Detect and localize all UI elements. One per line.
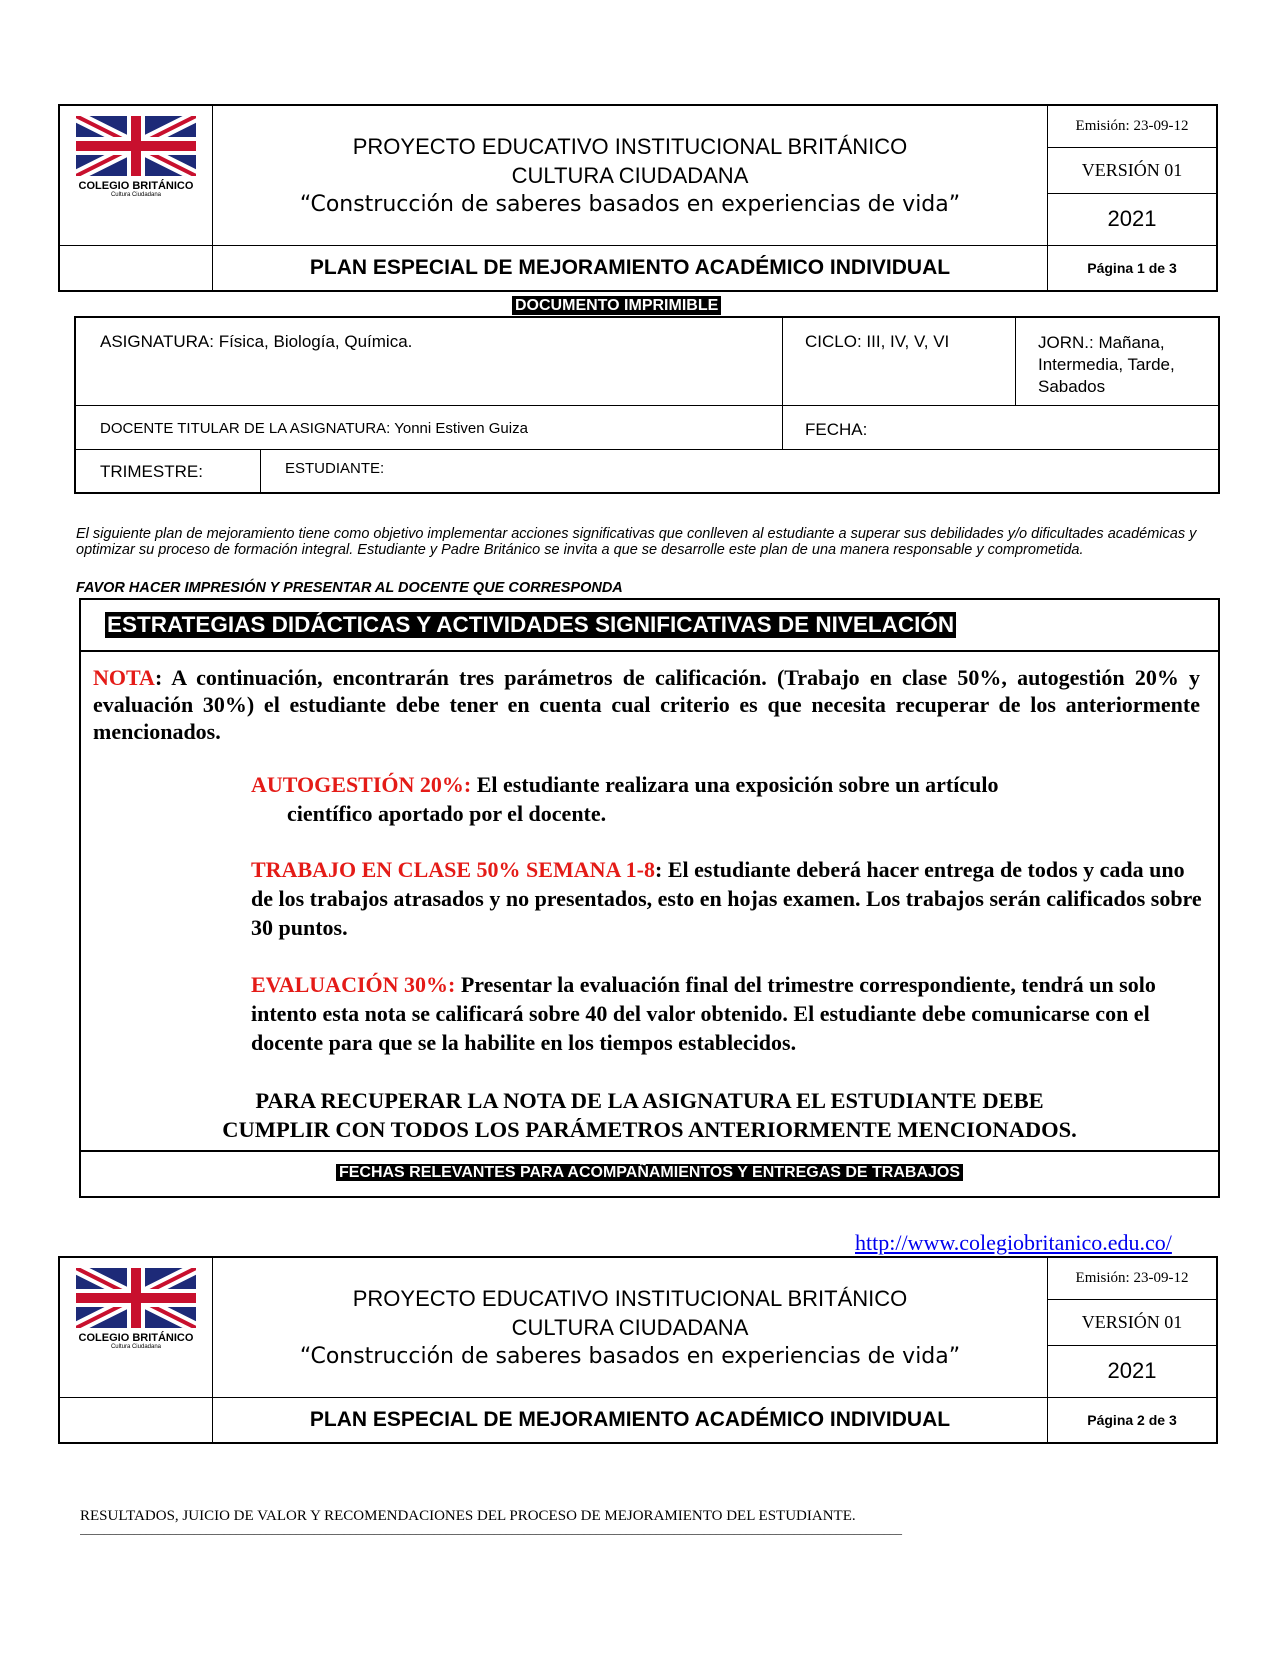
header-title	[213, 1257, 1048, 1397]
evaluacion-item: EVALUACIÓN 30%: Presentar la evaluación final del trimestre correspondiente, tendrá un solo intento esta nota se calificará sobre 40 del valor obtenido. El estudiante debe comunicarse con el docente para que se la habilite en los tiempos establecidos.	[251, 972, 1156, 1055]
results-heading: RESULTADOS, JUICIO DE VALOR Y RECOMENDACIONES DEL PROCESO DE MEJORAMIENTO DEL ESTUDIANTE.	[80, 1508, 856, 1524]
asignatura-field: ASIGNATURA: Física, Biología, Química.	[75, 317, 783, 405]
estudiante-field[interactable]: ESTUDIANTE:	[261, 449, 1220, 493]
page-number: Página 2 de 3	[1048, 1397, 1218, 1443]
jornada-field: JORN.: Mañana, Intermedia, Tarde, Sabados	[1016, 317, 1220, 405]
year: 2021	[1048, 193, 1218, 245]
header-title	[213, 105, 1048, 245]
version: VERSIÓN 01	[1048, 1299, 1218, 1345]
logo-cell	[59, 1257, 213, 1397]
results-line[interactable]: _________________________________________________________________________________________________________________________________________	[80, 1522, 902, 1536]
page-header-2	[58, 1256, 1218, 1444]
year: 2021	[1048, 1345, 1218, 1397]
ciclo-field: CICLO: III, IV, V, VI	[783, 317, 1016, 405]
intro-paragraph: El siguiente plan de mejoramiento tiene como objetivo implementar acciones significativas que conlleven al estudiante a superar sus debilidades y/o dificultades académicas y optimizar su proceso de formación integral. Estudiante y Padre Británico se invita a que se desarrolle este plan de una manera responsable y comprometida.	[76, 526, 1197, 558]
strategies-title: ESTRATEGIAS DIDÁCTICAS Y ACTIVIDADES SIGNIFICATIVAS DE NIVELACIÓN	[107, 612, 955, 637]
title-line-3: “Construcción de saberes basados en experiencias de vida”	[299, 1343, 961, 1369]
fechas-title: FECHAS RELEVANTES PARA ACOMPAÑAMIENTOS Y ENTREGAS DE TRABAJOS	[336, 1164, 963, 1181]
logo-cell	[59, 105, 213, 245]
website-link[interactable]: http://www.colegiobritanico.edu.co/	[855, 1230, 1172, 1255]
title-line-2: CULTURA CIUDADANA	[511, 1314, 749, 1340]
version: VERSIÓN 01	[1048, 147, 1218, 193]
title-line-2: CULTURA CIUDADANA	[511, 162, 749, 188]
plan-title: PLAN ESPECIAL DE MEJORAMIENTO ACADÉMICO INDIVIDUAL	[213, 1397, 1048, 1443]
emision: Emisión: 23-09-12	[1048, 1257, 1218, 1299]
plan-title: PLAN ESPECIAL DE MEJORAMIENTO ACADÉMICO INDIVIDUAL	[213, 245, 1048, 291]
closing-statement: PARA RECUPERAR LA NOTA DE LA ASIGNATURA EL ESTUDIANTE DEBE CUMPLIR CON TODOS LOS PARÁMETROS ANTERIORMENTE MENCIONADOS.	[222, 1088, 1077, 1142]
title-line-1: PROYECTO EDUCATIVO INSTITUCIONAL BRITÁNICO	[352, 1285, 908, 1311]
uk-flag-icon	[76, 116, 196, 176]
print-instruction: FAVOR HACER IMPRESIÓN Y PRESENTAR AL DOCENTE QUE CORRESPONDA	[76, 580, 623, 596]
school-logo	[60, 116, 212, 199]
title-line-3: “Construcción de saberes basados en experiencias de vida”	[299, 191, 961, 217]
logo-subtext: Cultura Ciudadana	[110, 192, 162, 198]
logo-text: COLEGIO BRITÁNICO	[78, 1332, 194, 1344]
trabajo-item: TRABAJO EN CLASE 50% SEMANA 1-8: El estudiante deberá hacer entrega de todos y cada uno de los trabajos atrasados y no presentados, esto en hojas examen. Los trabajos serán calificados sobre 30 puntos.	[251, 857, 1202, 940]
nota-paragraph: NOTA: A continuación, encontrarán tres parámetros de calificación. (Trabajo en clase 50%, autogestión 20% y evaluación 30%) el estudiante debe tener en cuenta cual criterio es que necesita recuperar de los anteriormente mencionados.	[93, 665, 1200, 744]
autogestion-item: AUTOGESTIÓN 20%: El estudiante realizara una exposición sobre un artículo científico aportado por el docente.	[251, 772, 999, 826]
uk-flag-icon	[76, 1268, 196, 1328]
document-label: DOCUMENTO IMPRIMIBLE	[512, 296, 721, 315]
logo-subtext: Cultura Ciudadana	[110, 1344, 162, 1350]
school-logo	[60, 1268, 212, 1351]
emision: Emisión: 23-09-12	[1048, 105, 1218, 147]
trimestre-field[interactable]: TRIMESTRE:	[75, 449, 261, 493]
page-number: Página 1 de 3	[1048, 245, 1218, 291]
title-line-1: PROYECTO EDUCATIVO INSTITUCIONAL BRITÁNICO	[352, 133, 908, 159]
logo-text: COLEGIO BRITÁNICO	[78, 180, 194, 192]
docente-field: DOCENTE TITULAR DE LA ASIGNATURA: Yonni Estiven Guiza	[75, 405, 783, 449]
strategies-box	[79, 598, 1220, 1198]
student-info-table	[74, 316, 1220, 494]
fecha-field[interactable]: FECHA:	[783, 405, 1220, 449]
page-header	[58, 104, 1218, 292]
